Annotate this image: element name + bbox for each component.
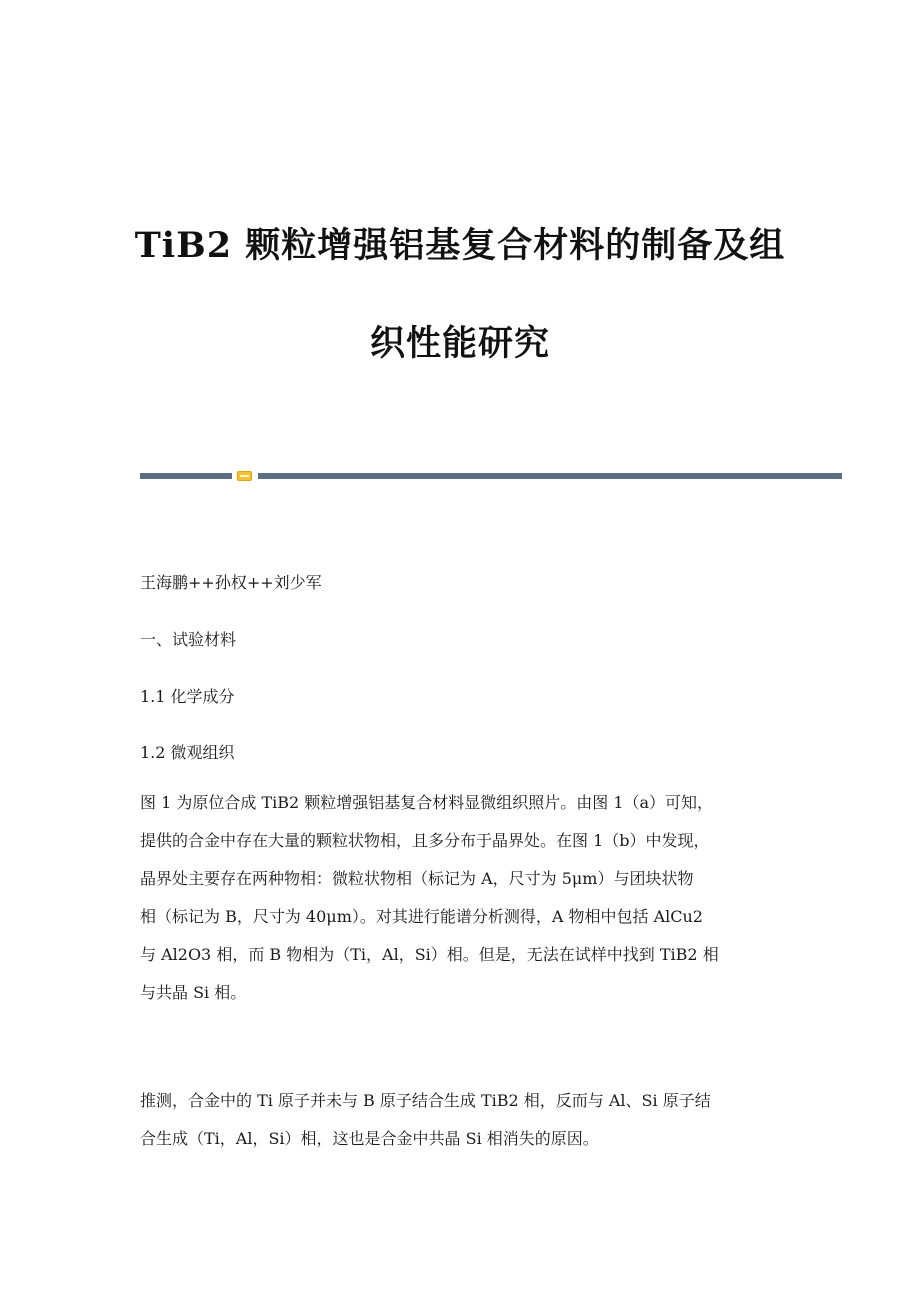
title-line-2: 织性能研究 bbox=[369, 323, 550, 364]
section-heading-1: 一、试验材料 bbox=[140, 630, 237, 649]
paragraph-line: 推测，合金中的 Ti 原子并未与 B 原子结合生成 TiB2 相，反而与 Al、Si 原子结 bbox=[140, 1091, 711, 1110]
divider-ornament-icon bbox=[237, 471, 252, 481]
paragraph-line: 与共晶 Si 相。 bbox=[140, 983, 247, 1002]
author-line: 王海鹏++孙权++刘少军 bbox=[140, 573, 322, 592]
paragraph-line: 与 Al2O3 相，而 B 物相为（Ti，Al，Si）相。但是，无法在试样中找到 TiB2 相 bbox=[140, 945, 719, 964]
divider-bar-right bbox=[258, 473, 842, 479]
paragraph-line: 合生成（Ti，Al，Si）相，这也是合金中共晶 Si 相消失的原因。 bbox=[140, 1129, 599, 1148]
paragraph-microstructure bbox=[140, 784, 790, 1012]
title-line-1: TiB2 颗粒增强铝基复合材料的制备及组 bbox=[134, 225, 786, 266]
paragraph-line: 相（标记为 B，尺寸为 40μm）。对其进行能谱分析测得，A 物相中包括 AlCu2 bbox=[140, 907, 703, 926]
paragraph-inference bbox=[140, 1082, 790, 1158]
paragraph-line: 晶界处主要存在两种物相：微粒状物相（标记为 A，尺寸为 5μm）与团块状物 bbox=[140, 869, 694, 888]
subsection-heading-1-1: 1.1 化学成分 bbox=[140, 687, 235, 706]
divider-bar-left bbox=[140, 473, 232, 479]
title-divider bbox=[140, 471, 842, 481]
paragraph-line: 提供的合金中存在大量的颗粒状物相，且多分布于晶界处。在图 1（b）中发现， bbox=[140, 831, 710, 850]
paragraph-line: 图 1 为原位合成 TiB2 颗粒增强铝基复合材料显微组织照片。由图 1（a）可知， bbox=[140, 793, 714, 812]
subsection-heading-1-2: 1.2 微观组织 bbox=[140, 743, 235, 762]
